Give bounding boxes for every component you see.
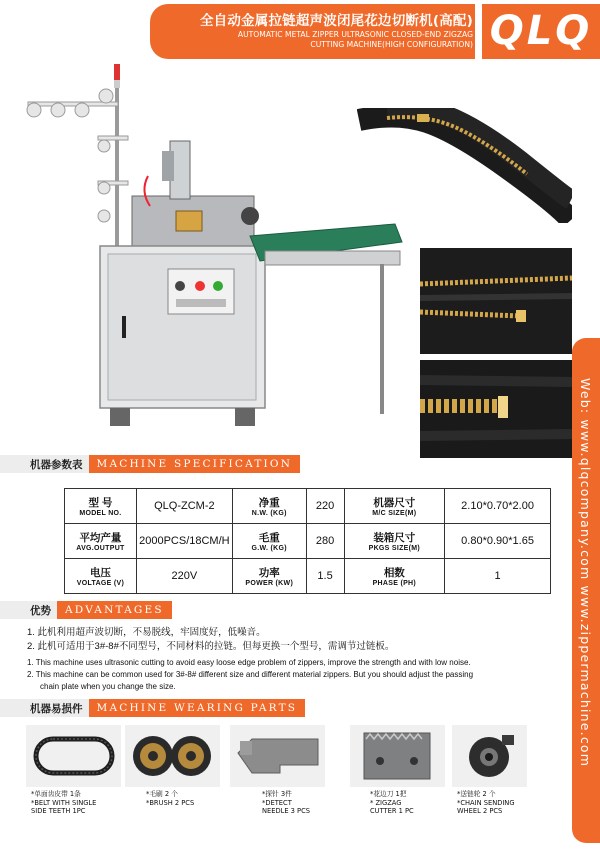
- caster: [110, 408, 130, 426]
- zipper-photo-1: [357, 108, 572, 223]
- spec-value: QLQ-ZCM-2: [136, 489, 232, 524]
- cylinder: [162, 151, 174, 181]
- title-en: [163, 30, 473, 50]
- parts-heading: [22, 699, 305, 717]
- cutter-icon: [350, 725, 445, 787]
- zipper-photo-3: [420, 360, 572, 458]
- wheel: [241, 207, 259, 225]
- spool: [99, 89, 113, 103]
- display: [176, 299, 226, 307]
- zipper-bg: [420, 248, 572, 354]
- signal-light-body: [114, 80, 120, 88]
- zipper-stop: [516, 310, 526, 322]
- spool: [98, 182, 110, 194]
- spec-value: 1: [445, 559, 551, 594]
- spec-table: [64, 488, 551, 594]
- part-caption: *毛刷 2 个 *BRUSH 2 PCS: [146, 790, 195, 807]
- spool: [98, 210, 110, 222]
- title-en-line2: CUTTING MACHINE(HIGH CONFIGURATION): [310, 40, 473, 49]
- spec-value: 2000PCS/18CM/H: [136, 524, 232, 559]
- logo: QLQ: [489, 8, 593, 54]
- emergency-button: [195, 281, 205, 291]
- spool: [51, 103, 65, 117]
- spec-heading: [22, 455, 300, 473]
- spec-label: 电压 VOLTAGE (V): [65, 559, 137, 594]
- advantage-cn-1: 1. 此机利用超声波切断，不易脱线，牢固度好，低噪音。: [27, 627, 266, 638]
- control-panel: [168, 269, 234, 314]
- caster: [235, 408, 255, 426]
- spec-value: 220V: [136, 559, 232, 594]
- spec-label: 机器尺寸 M/C SIZE(M): [344, 489, 445, 524]
- table-row: [65, 489, 551, 524]
- spec-label: 型 号 MODEL NO.: [65, 489, 137, 524]
- spec-heading-cn: 机器参数表: [30, 458, 83, 471]
- spec-value: 1.5: [306, 559, 344, 594]
- advantage-cn-2: 2. 此机可适用于3#-8#不同型号，不同材料的拉链。但每更换一个型号，需调节过链板。: [27, 641, 395, 652]
- advantage-en-2-cont: chain plate when you change the size.: [40, 682, 176, 691]
- spec-value: 280: [306, 524, 344, 559]
- spec-label: 功率 POWER (KW): [232, 559, 306, 594]
- zipper-gap: [420, 296, 572, 298]
- parts-heading-cn: 机器易损件: [30, 702, 83, 715]
- middle-arm: [98, 136, 128, 140]
- advantages-heading: [22, 601, 172, 619]
- spec-heading-en: MACHINE SPECIFICATION: [89, 455, 301, 473]
- zipper-slider: [417, 114, 429, 122]
- parts-heading-en: MACHINE WEARING PARTS: [89, 699, 306, 717]
- spool: [98, 140, 110, 152]
- spool: [27, 103, 41, 117]
- start-button: [213, 281, 223, 291]
- part-caption: *送链轮 2 个 *CHAIN SENDING WHEEL 2 PCS: [457, 790, 515, 815]
- door-handle: [122, 316, 126, 338]
- table-row: [65, 559, 551, 594]
- advantage-en-2: 2. This machine can be common used for 3#-8# different size and different material zippers. But you should adjust the passing: [27, 670, 474, 679]
- brush-icon: [125, 725, 220, 787]
- feeding-roller: [176, 211, 202, 231]
- part-caption: *单面齿皮带 1条 *BELT WITH SINGLE SIDE TEETH 1PC: [31, 790, 97, 815]
- spec-value: 0.80*0.90*1.65: [445, 524, 551, 559]
- website-text: Web: www.qlqcompany.com www.zippermachine.com: [578, 378, 593, 768]
- spec-label: 净重 N.W. (KG): [232, 489, 306, 524]
- part-caption: *花边刀 1把 * ZIGZAG CUTTER 1 PC: [370, 790, 414, 815]
- part-caption: *探针 3件 *DETECT NEEDLE 3 PCS: [262, 790, 311, 815]
- advantages-heading-cn: 优势: [30, 604, 51, 617]
- belt-icon: [26, 725, 121, 787]
- spec-label: 相数 PHASE (PH): [344, 559, 445, 594]
- spool: [75, 103, 89, 117]
- signal-light-red: [114, 64, 120, 80]
- spool-arms: [27, 89, 128, 266]
- zipper-photo-2: [420, 248, 572, 354]
- knob: [175, 281, 185, 291]
- wheel-icon: [452, 725, 527, 787]
- title-cn: 全自动金属拉链超声波闭尾花边切断机(高配): [199, 13, 473, 29]
- spec-label: 平均产量 AVG.OUTPUT: [65, 524, 137, 559]
- spec-label: 毛重 G.W. (KG): [232, 524, 306, 559]
- advantages-heading-en: ADVANTAGES: [57, 601, 172, 619]
- needle-icon: [230, 725, 325, 787]
- spec-value: 2.10*0.70*2.00: [445, 489, 551, 524]
- conveyor-frame: [265, 251, 400, 265]
- title-en-line1: AUTOMATIC METAL ZIPPER ULTRASONIC CLOSED-END ZIGZAG: [237, 30, 473, 39]
- spec-label: 装箱尺寸 PKGS SIZE(M): [344, 524, 445, 559]
- conveyor-leg: [380, 264, 384, 414]
- machine-photo: [20, 56, 415, 442]
- zipper-stop: [498, 396, 508, 418]
- advantage-en-1: 1. This machine uses ultrasonic cutting to avoid easy loose edge problem of zippers, improve the strength and with low noise.: [27, 658, 471, 667]
- spec-value: 220: [306, 489, 344, 524]
- table-row: [65, 524, 551, 559]
